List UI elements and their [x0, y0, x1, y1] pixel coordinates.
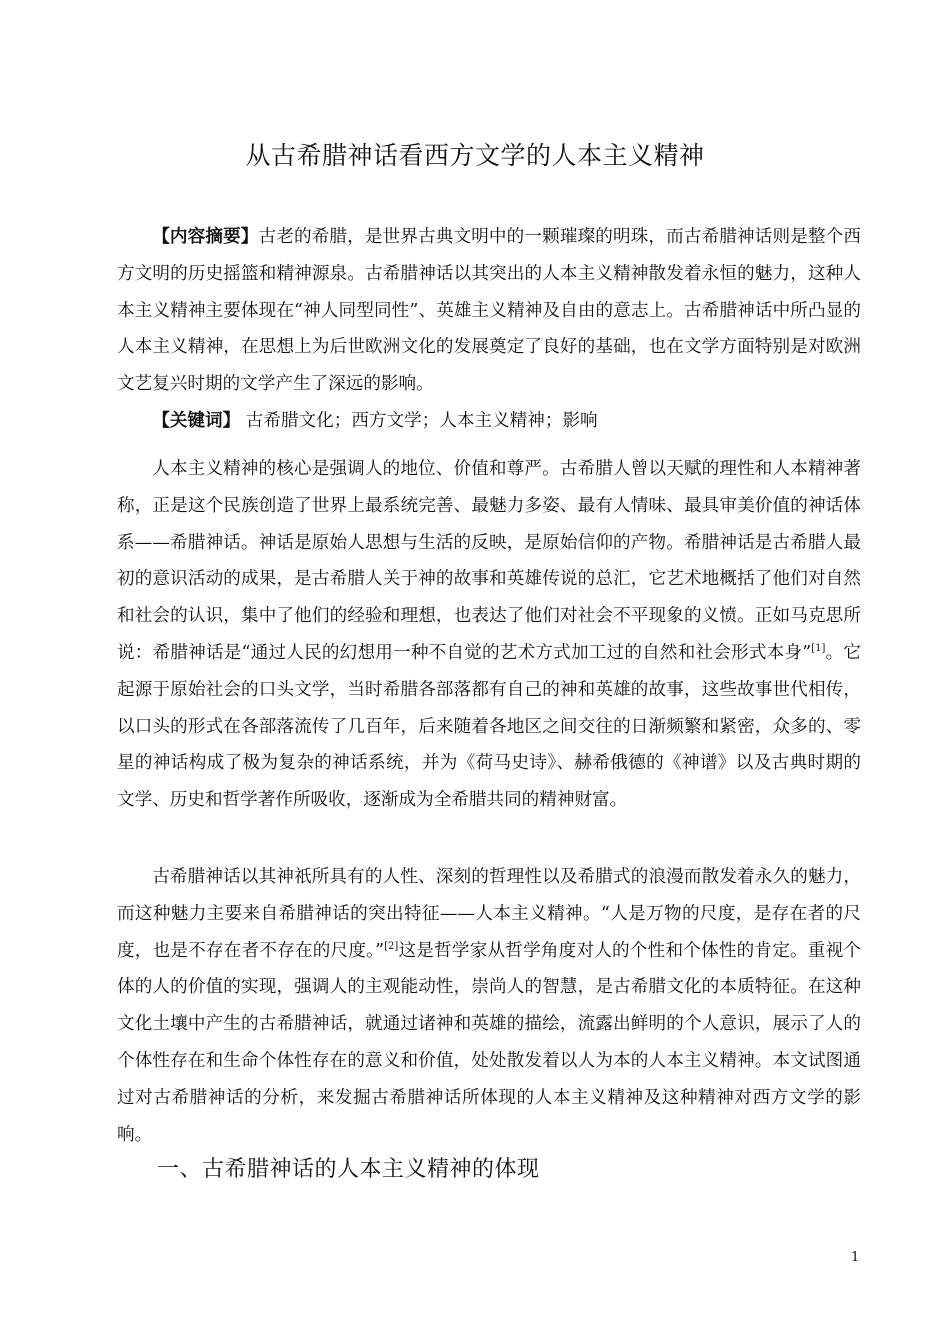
paragraph-2-text-a: 古希腊神话以其神祇所具有的人性、深刻的哲理性以及希腊式的浪漫而散发着永久的魅力，而这种魅力主要来自希腊神话的突出特征——人本主义精神。“人是万物的尺度，是存在者的尺度，也是不存在者不存在的尺度。” [117, 867, 861, 961]
keywords-paragraph [117, 403, 861, 440]
document-title: 从古希腊神话看西方文学的人本主义精神 [245, 141, 705, 170]
abstract-paragraph [117, 219, 861, 403]
body-paragraph-2 [117, 859, 861, 1153]
citation-2: [2] [384, 940, 399, 952]
section-heading: 一、古希腊神话的人本主义精神的体现 [157, 1157, 540, 1182]
paragraph-1-text-a: 人本主义精神的核心是强调人的地位、价值和尊严。古希腊人曾以天赋的理性和人本精神著称，正是这个民族创造了世界上最系统完善、最魅力多姿、最有人情味、最具审美价值的神话体系——希腊神话。神话是原始人思想与生活的反映，是原始信仰的产物。希腊神话是古希腊人最初的意识活动的成果，是古希腊人关于神的故事和英雄传说的总汇，它艺术地概括了他们对自然和社会的认识，集中了他们的经验和理想，也表达了他们对社会不平现象的义愤。正如马克思所说：希腊神话是“通过人民的幻想用一种不自觉的艺术方式加工过的自然和社会形式本身” [117, 459, 861, 663]
page-number: 1 [851, 1250, 860, 1265]
keywords-text: 古希腊文化；西方文学；人本主义精神；影响 [240, 411, 598, 431]
paragraph-1-text-b: 。它起源于原始社会的口头文学，当时希腊各部落都有自己的神和英雄的故事，这些故事世代相传，以口头的形式在各部落流传了几百年，后来随着各地区之间交往的日渐频繁和紧密，众多的、零星的神话构成了极为复杂的神话系统，并为《荷马史诗》、赫希俄德的《神谱》以及古典时期的文学、历史和哲学著作所吸收，逐渐成为全希腊共同的精神财富。 [117, 642, 861, 811]
paragraph-2-text-b: 这是哲学家从哲学角度对人的个性和个体性的肯定。重视个体的人的价值的实现，强调人的主观能动性，崇尚人的智慧，是古希腊文化的本质特征。在这种文化土壤中产生的古希腊神话，就通过诸神和英雄的描绘，流露出鲜明的个人意识，展示了人的个体性存在和生命个体性存在的意义和价值，处处散发着以人为本的人本主义精神。本文试图通过对古希腊神话的分析，来发掘古希腊神话所体现的人本主义精神及这种精神对西方文学的影响。 [117, 940, 861, 1145]
keywords-label: 【关键词】 [152, 411, 241, 431]
keywords-section [117, 403, 861, 440]
body-paragraph-1 [117, 451, 861, 819]
citation-1: [1] [811, 642, 826, 654]
abstract-text: 古老的希腊，是世界古典文明中的一颗璀璨的明珠，而古希腊神话则是整个西方文明的历史摇篮和精神源泉。古希腊神话以其突出的人本主义精神散发着永恒的魅力，这种人本主义精神主要体现在“神人同型同性”、英雄主义精神及自由的意志上。古希腊神话中所凸显的人本主义精神，在思想上为后世欧洲文化的发展奠定了良好的基础，也在文学方面特别是对欧洲文艺复兴时期的文学产生了深远的影响。 [117, 227, 861, 395]
abstract-label: 【内容摘要】 [152, 227, 259, 247]
abstract-section [117, 219, 861, 403]
